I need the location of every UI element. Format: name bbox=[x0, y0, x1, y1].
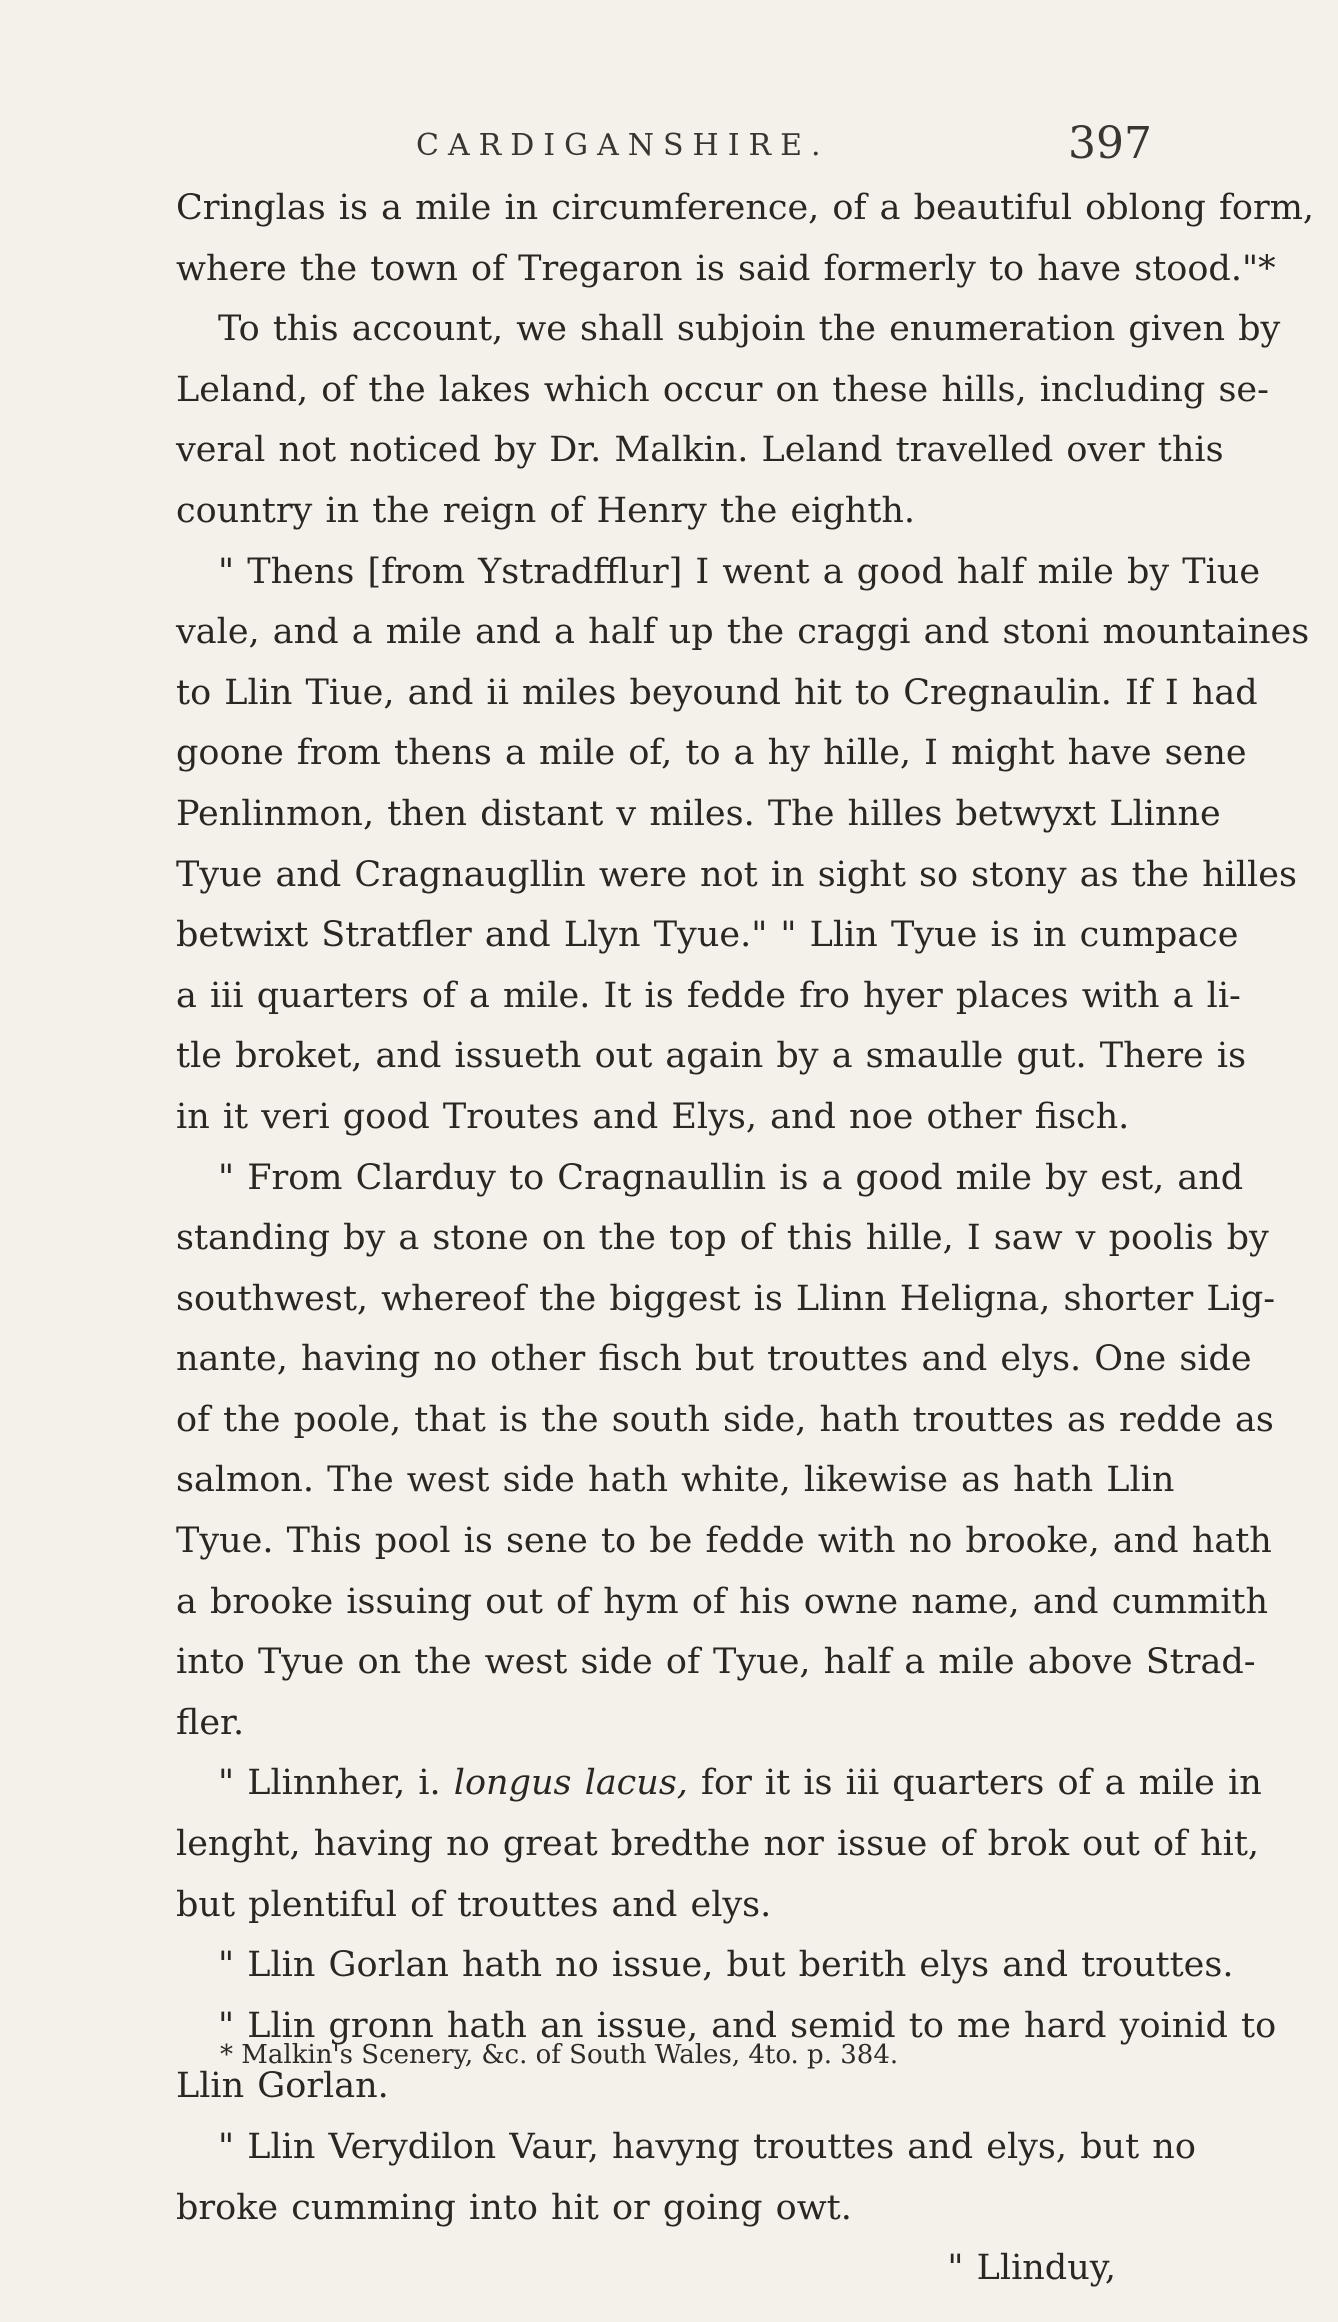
text-line: nante, having no other fisch but trouttes and elys. One side bbox=[176, 1339, 1252, 1380]
text-line: Cringlas is a mile in circumference, of a beautiful oblong form, bbox=[176, 188, 1315, 228]
text-line: " Llin Verydilon Vaur, havyng trouttes and elys, but no bbox=[218, 2127, 1196, 2167]
text-line: " Llin Gorlan hath no issue, but berith elys and trouttes. bbox=[218, 1945, 1234, 1986]
text-line: country in the reign of Henry the eighth. bbox=[176, 490, 916, 531]
text-line: to Llin Tiue, and ii miles beyound hit to Cregnaulin. If I had bbox=[176, 672, 1258, 713]
text-line: " Llinduy, bbox=[947, 2248, 1116, 2289]
text-line: southwest, whereof the biggest is Llinn Heligna, shorter Lig- bbox=[176, 1278, 1276, 1319]
text-line: into Tyue on the west side of Tyue, half a mile above Strad- bbox=[176, 1642, 1256, 1683]
text-line: a brooke issuing out of hym of his owne name, and cummith bbox=[176, 1581, 1269, 1622]
body-text bbox=[176, 178, 1315, 2299]
text-line: " Thens [from Ystradfflur] I went a good half mile by Tiue bbox=[218, 551, 1261, 592]
text-line: broke cumming into hit or going owt. bbox=[176, 2187, 852, 2228]
text-line: a iii quarters of a mile. It is fedde fro hyer places with a li- bbox=[176, 975, 1241, 1016]
text-line: Tyue. This pool is sene to be fedde with no brooke, and hath bbox=[176, 1521, 1272, 1562]
text-line: tle broket, and issueth out again by a smaulle gut. There is bbox=[176, 1036, 1247, 1077]
text-line: Tyue and Cragnaugllin were not in sight so stony as the hilles bbox=[176, 854, 1297, 895]
text-line: Penlinmon, then distant v miles. The hilles betwyxt Llinne bbox=[176, 793, 1221, 834]
page-number: 397 bbox=[1068, 118, 1152, 169]
text-line: " Llin gronn hath an issue, and semid to me hard yoinid to bbox=[218, 2005, 1277, 2046]
text-line: goone from thens a mile of, to a hy hille, I might have sene bbox=[176, 733, 1247, 774]
text-line: fler. bbox=[176, 1702, 245, 1743]
text-line: where the town of Tregaron is said formerly to have stood."* bbox=[176, 248, 1276, 289]
text-line: but plentiful of trouttes and elys. bbox=[176, 1884, 772, 1925]
text-line: Llin Gorlan. bbox=[176, 2066, 389, 2107]
text-line: salmon. The west side hath white, likewise as hath Llin bbox=[176, 1460, 1175, 1501]
footnote bbox=[220, 2040, 898, 2070]
running-head bbox=[176, 118, 1176, 168]
text-segment: " Llinnher, i. bbox=[218, 1763, 454, 1804]
text-line: " From Clarduy to Cragnaullin is a good mile by est, and bbox=[218, 1157, 1244, 1198]
text-line: Leland, of the lakes which occur on these hills, including se- bbox=[176, 369, 1269, 410]
footnote-text: Malkin's Scenery, &c. of South Wales, 4to. p. 384. bbox=[241, 2040, 899, 2070]
text-segment: for it is iii quarters of a mile in bbox=[687, 1763, 1262, 1804]
text-line: standing by a stone on the top of this hille, I saw v poolis by bbox=[176, 1218, 1269, 1259]
text-line: lenght, having no great bredthe nor issue of brok out of hit, bbox=[176, 1824, 1260, 1865]
running-title: CARDIGANSHIRE. bbox=[416, 128, 830, 163]
text-line bbox=[176, 1753, 1262, 1814]
text-line: veral not noticed by Dr. Malkin. Leland travelled over this bbox=[176, 430, 1224, 471]
text-line: betwixt Stratfler and Llyn Tyue." " Llin Tyue is in cumpace bbox=[176, 915, 1239, 956]
text-line: in it veri good Troutes and Elys, and noe other fisch. bbox=[176, 1096, 1130, 1137]
text-line: of the poole, that is the south side, hath trouttes as redde as bbox=[176, 1399, 1274, 1440]
text-line: To this account, we shall subjoin the enumeration given by bbox=[218, 309, 1281, 350]
footnote-marker: * bbox=[220, 2040, 233, 2070]
italic-phrase: longus lacus, bbox=[453, 1763, 688, 1804]
text-line: vale, and a mile and a half up the craggi and stoni mountaines bbox=[176, 612, 1310, 653]
